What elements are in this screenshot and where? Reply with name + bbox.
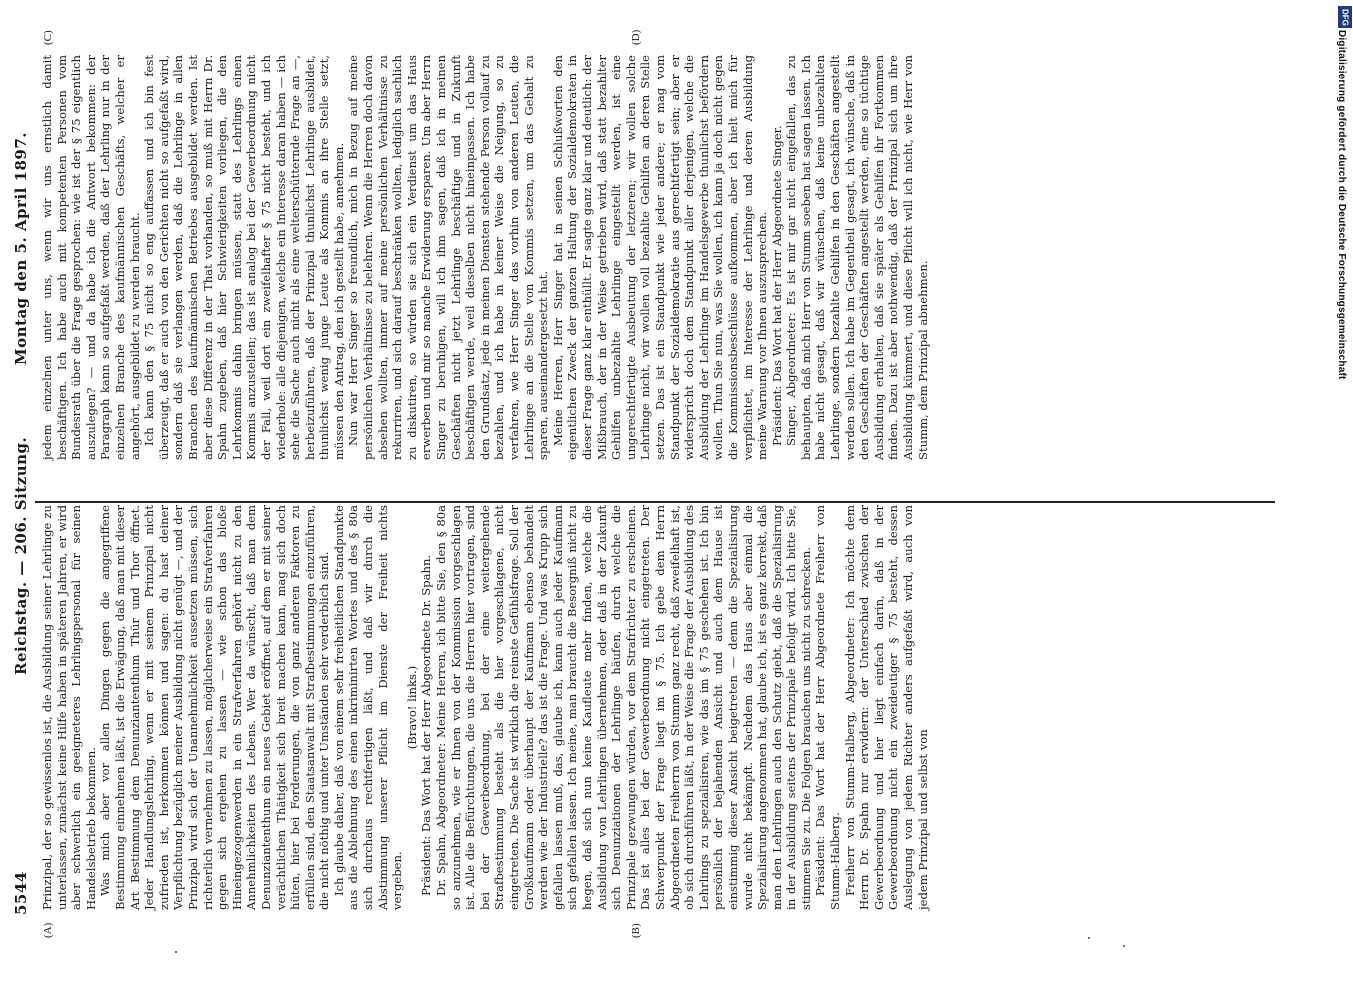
president-remark: Präsident: Das Wort hat der Herr Abgeordnete Singer. — [769, 125, 784, 446]
running-title: Reichstag. — 206. Sitzung. — [12, 436, 30, 675]
paragraph: Nun war Herr Singer so freundlich, mich in Bezug auf meine persönlichen Verhältnisse zu belehren. Wenn die Herren doch davon absehen wollten, immer auf meine persönlichen Verhältnisse zu rekurriren, und sich darauf beschränken wollten, lediglich sachlich zu diskutiren, so würden sie sich ein Verdienst um das Haus erwerben und mir so manche Erwiderung ersparen. Um aber Herrn Singer zu beruhigen, will ich ihm sagen, daß ich in meinen Geschäften nicht jetzt Lehrlinge beschäftige und in Zukunft beschäftigen werde, weil dieselben nicht hineinpassen. Ich habe den Grundsatz, jede in meinen Diensten stehende Person vollauf zu bezahlen, und ich habe in keiner Weise die Neigung, so zu verfahren, wie Herr Singer das vorhin von anderen Leuten, die Lehrlinge an die Stelle von Kommis setzen, um das Gehalt zu sparen, auseinandergesetzt hat. — [346, 55, 551, 460]
left-column — [40, 505, 930, 910]
margin-mark-a: (A) — [42, 922, 54, 938]
scan-speck — [1088, 937, 1090, 939]
right-column — [40, 55, 930, 460]
page-header — [10, 40, 36, 915]
digitization-credit: Digitalisierung gefördert durch die Deutsche Forschungsgemeinschaft — [1336, 30, 1347, 380]
dfg-logo-text: DFG — [1340, 8, 1350, 26]
applause-note: (Bravo! links.) — [404, 665, 419, 750]
paragraph: Meine Herren, Herr Singer hat in seinen Schlußworten den eigentlichen Zweck der ganzen Haltung der Sozialdemokraten in dieser Frage ganz klar enthüllt. Er sagte ganz klar und deutlich: der Mißbrauch, der in der Weise getrieben wird, daß statt bezahlter Gehilfen unbezahlte Lehrlinge eingestellt werden, ist eine ungerechtfertigte Ausbeutung der letzteren; wir wollen solche Lehrlinge nicht, wir wollen voll bezahlte Gehilfen an deren Stelle setzen. Das ist ein Standpunkt wie jeder andere; er mag vom Standpunkt der Sozialdemokratie aus gerechtfertigt sein; aber er widerspricht doch dem Standpunkt aller derjenigen, welche die Ausbildung der Lehrlinge im Handelsgewerbe thunlichst befördern wollen. Thun Sie nun, was Sie wollen, ich kann ja doch nicht gegen die Kommissionsbeschlüsse aufkommen, aber ich hielt mich für verpflichtet, im Interesse der Lehrlinge und deren Ausbildung meine Warnung vor Ihnen auszusprechen. — [550, 55, 770, 460]
president-remark: Präsident: Das Wort hat der Herr Abgeordnete Freiherr von Stumm-Halberg. — [813, 505, 843, 910]
dfg-logo-icon — [1338, 6, 1352, 28]
paragraph: jedem einzelnen unter uns, wenn wir uns ernstlich damit beschäftigen. Ich habe auch mit kompetenten Personen vom Bundesrath über die Frage gesprochen: wie ist der § 75 eigentlich auszulegen? — und da habe ich die Antwort bekommen: der Paragraph kann so aufgefaßt werden, daß der Lehrling nur in der einzelnen Branche des kaufmännischen Geschäfts, welcher er angehört, ausgebildet zu werden braucht. — [40, 55, 142, 460]
column-divider — [35, 501, 1275, 503]
paragraph: Ich glaube daher, daß von einem sehr freiheitlichen Standpunkte aus die Ablehnung des einen inkriminirten Wortes und des § 80a sich durchaus rechtfertigen läßt, und daß wir durch die Abstimmung unserer Pflicht im Dienste der Freiheit nichts vergeben. — [331, 505, 405, 910]
paragraph: Dr. Spahn, Abgeordneter: Meine Herren, ich bitte Sie, den § 80a so anzunehmen, wie er Ihnen von der Kommission vorgeschlagen ist. Alle die Befürchtungen, die uns die Herren hier vortragen, sind bei der Gewerbeordnung, bei der eine weitergehende Strafbestimmung besteht als die hier vorgeschlagene, nicht eingetreten. Die Sache ist wirklich die reinste Gefühlsfrage. Soll der Großkaufmann oder überhaupt der Kaufmann ebenso behandelt werden wie der Industrielle? das ist die Frage. Und was Krupp sich gefallen lassen muß, das, glaube ich, kann auch jeder Kaufmann sich gefallen lassen. Ich meine, man braucht die Besorgniß nicht zu hegen, daß sich nun keine Kaufleute mehr finden, welche die Ausbildung von Lehrlingen übernehmen, oder daß in der Zukunft sich Denunziationen der Lehrlinge häufen, durch welche die Prinzipale gezwungen würden, vor dem Strafrichter zu erscheinen. Das ist alles bei der Gewerbeordnung nicht eingetreten. Der Schwerpunkt der Frage liegt im § 75. Ich gebe dem Herrn Abgeordneten Freiherrn von Stumm ganz recht, daß zweifelhaft ist, ob sich durchführen läßt, in der Weise die Frage der Ausbildung des Lehrlings zu spezialisiren, wie das im § 75 geschehen ist. Ich bin persönlich der bejahenden Ansicht und auch dem Hause ist einstimmig dieser Ansicht beigetreten — denn die Spezialisirung wurde nicht bekämpft. Nachdem das Haus aber einmal die Spezialisirung angenommen hat, glaube ich, ist es ganz korrekt, daß man den Lehrlingen auch den Schutz giebt, daß die Spezialisirung in der Ausbildung seitens der Prinzipale befolgt wird. Ich bitte Sie, stimmen Sie zu. Die Folgen brauchen uns nicht zu schrecken. — [434, 505, 813, 910]
paragraph: Freiherr von Stumm-Halberg, Abgeordneter: Ich möchte dem Herrn Dr. Spahn nur erwidern: der Unterschied zwischen der Gewerbeordnung und hier liegt einfach darin, daß in der Gewerbeordnung nicht ein zweideutiger § 75 besteht, dessen Auslegung von jedem Richter anders aufgefaßt wird, auch von jedem Prinzipal und selbst von — [842, 505, 930, 910]
margin-mark-b: (B) — [630, 923, 642, 938]
paragraph: Singer, Abgeordneter: Es ist mir gar nicht eingefallen, das zu behaupten, daß mich Herr von Stumm soeben hat sagen lassen. Ich habe nicht gesagt, daß wir wünschen, daß keine unbezahlten Lehrlinge, sondern bezahlte Gehilfen in den Geschäften angestellt werden sollen. Ich habe im Gegentheil gesagt, ich wünsche, daß in den Geschäften der Geschäften angestellt werden, eine so tüchtige Ausbildung erhalten, daß sie später als Gehilfen ihr Fortkommen finden. Dazu ist aber nothwendig, daß der Prinzipal sich um ihre Ausbildung kümmert, und diese Pflicht will ich nicht, wie Herr von Stumm, dem Prinzipal abnehmen. — [784, 55, 930, 460]
paragraph: Ich kann den § 75 nicht so eng auffassen und ich bin fest überzeugt, daß er auch von den Gerichten nicht so aufgefaßt wird, sondern daß sie verlangen werden, daß die Lehrlinge in allen Branchen des kaufmännischen Betriebes ausgebildet werden. Ist aber diese Differenz in der That vorhanden, so muß mit Herrn Dr. Spahn zugeben, daß hier Schwierigkeiten vorliegen, die den Lehrkommis dahin bringen müssen, statt des Lehrlings einen Kommis anzustellen; das ist analog bei der Gewerbeordnung nicht der Fall, weil dort ein zweifelhafter § 75 nicht besteht, und ich wiederhole: alle diejenigen, welche ein Interesse daran haben — ich sehe die Sache auch nicht als eine welterschütternde Frage an —, herbeizuführen, daß der Prinzipal thunlichst Lehrlinge ausbildet, thunlichst wenig junge Leute als Kommis an ihre Stelle setzt, müssen den Antrag, den ich gestellt habe, annehmen. — [142, 55, 346, 460]
margin-mark-d: (D) — [630, 29, 642, 45]
session-date: Montag den 5. April 1897. — [12, 131, 30, 365]
paragraph: Was mich aber vor allen Dingen gegen die angegriffene Bestimmung einnehmen läßt, ist die Erwägung, daß man mit dieser Art Bestimmung dem Denunziantenthum Thür und Thor öffnet. Jeder Handlungslehrling, wenn er mit seinem Prinzipal nicht zufrieden ist, herkommen können und sagen: du hast deiner Verpflichtung bezüglich meiner Ausbildung nicht genügt —, und der Prinzipal wird sich der Unannehmlichkeit aussetzen müssen, sich richterlich vernehmen zu lassen, möglicherweise ein Strafverfahren gegen sich ergehen zu lassen — wie schon das bloße Hineingezogenwerden in ein Strafverfahren gehört nicht zu den Annehmlichkeiten des Lebens. Wer da wünscht, daß man dem Denunziantenthum ein neues Gebiet eröffnet, auf dem er mit seiner verächtlichen Thätigkeit sich breit machen kann, mag sich doch hüten, hier bei Forderungen, die von ganz anderen Faktoren zu erfüllen sind, den Staatsanwalt mit Strafbestimmungen einzuführen, die nicht nöthig und unter Umständen sehr verderblich sind. — [98, 505, 332, 910]
paragraph: Prinzipal, der so gewissenlos ist, die Ausbildung seiner Lehrlinge zu unterlassen, zunächst keine Hilfe haben in späteren Jahren, er wird aber schwerlich ein geeigneteres Lehrlingspersonal für seinen Handelsbetrieb bekommen. — [40, 505, 98, 910]
president-remark: Präsident: Das Wort hat der Herr Abgeordnete Dr. Spahn. — [419, 554, 434, 896]
margin-mark-c: (C) — [42, 30, 54, 45]
page-number: 5544 — [12, 871, 30, 915]
scan-speck — [1123, 945, 1125, 947]
scan-speck — [175, 951, 177, 953]
